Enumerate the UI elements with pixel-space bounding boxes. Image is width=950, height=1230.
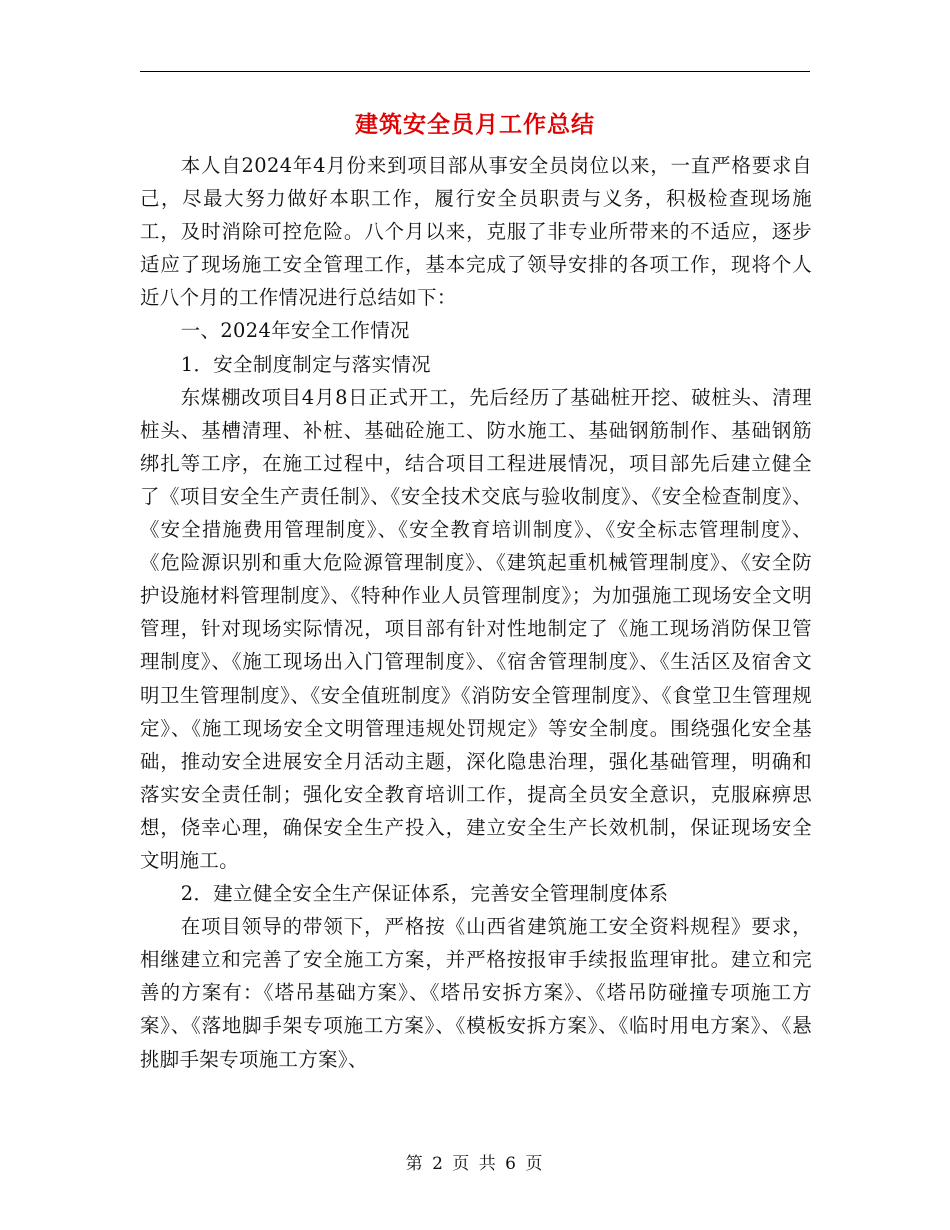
page-number: 第 2 页 共 6 页 xyxy=(405,1154,545,1174)
document-title: 建筑安全员月工作总结 xyxy=(355,111,595,138)
paragraph-safety-rules: 东煤棚改项目4月8日正式开工，先后经历了基础桩开挖、破桩头、清理桩头、基槽清理、补桩、基础砼施工、防水施工、基础钢筋制作、基础钢筋绑扎等工序，在施工过程中，结合项目工程进展情况，项目部先后建立健全了《项目安全生产责任制》、《安全技术交底与验收制度》、《安全检查制度》、《安全措施费用管理制度》、《安全教育培训制度》、《安全标志管理制度》、《危险源识别和重大危险源管理制度》、《建筑起重机械管理制度》、《安全防护设施材料管理制度》、《特种作业人员管理制度》；为加强施工现场安全文明管理，针对现场实际情况，项目部有针对性地制定了《施工现场消防保卫管理制度》、《施工现场出入门管理制度》、《宿舍管理制度》、《生活区及宿舍文明卫生管理制度》、《安全值班制度》《消防安全管理制度》、《食堂卫生管理规定》、《施工现场安全文明管理违规处罚规定》等安全制度。围绕强化安全基础，推动安全进展安全月活动主题，深化隐患治理，强化基础管理，明确和落实安全责任制；强化安全教育培训工作，提高全员安全意识，克服麻痹思想，侥幸心理，确保安全生产投入，建立安全生产长效机制，保证现场安全文明施工。 xyxy=(140,385,812,872)
subsection-heading: 2．建立健全安全生产保证体系，完善安全管理制度体系 xyxy=(180,882,669,906)
section-heading: 一、2024年安全工作情况 xyxy=(180,319,410,343)
header-rule xyxy=(140,71,810,72)
paragraph-intro: 本人自2024年4月份来到项目部从事安全员岗位以来，一直严格要求自己，尽最大努力做好本职工作，履行安全员职责与义务，积极检查现场施工，及时消除可控危险。八个月以来，克服了非专业所带来的不适应，逐步适应了现场施工安全管理工作，基本完成了领导安排的各项工作，现将个人近八个月的工作情况进行总结如下： xyxy=(140,154,812,310)
subsection-heading: 1．安全制度制定与落实情况 xyxy=(180,352,431,376)
document-body xyxy=(140,149,812,1076)
paragraph-safety-plans: 在项目领导的带领下，严格按《山西省建筑施工安全资料规程》要求，相继建立和完善了安全施工方案，并严格按报审手续报监理审批。建立和完善的方案有：《塔吊基础方案》、《塔吊安拆方案》、《塔吊防碰撞专项施工方案》、《落地脚手架专项施工方案》、《模板安拆方案》、《临时用电方案》、《悬挑脚手架专项施工方案》、 xyxy=(140,915,812,1071)
